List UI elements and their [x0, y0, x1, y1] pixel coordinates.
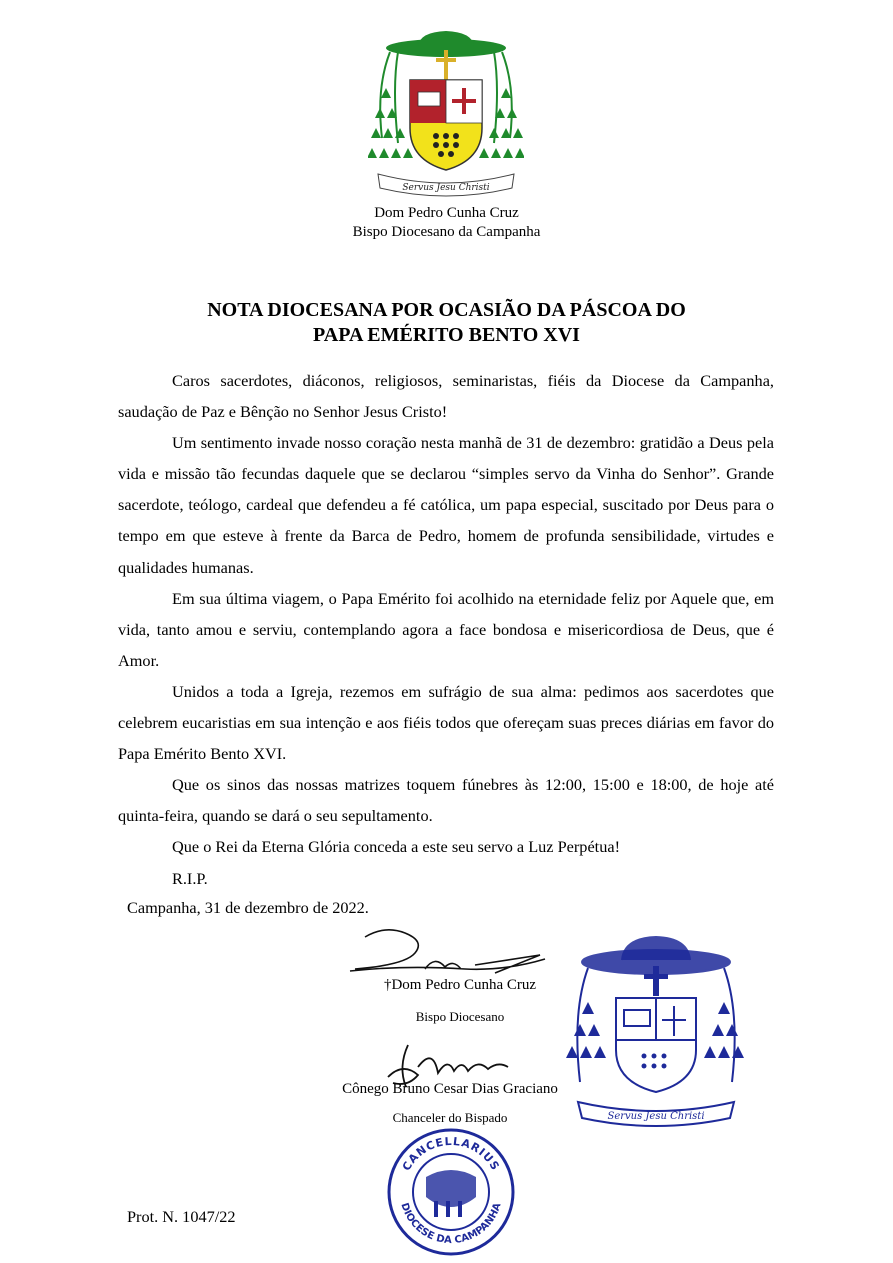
coat-of-arms-logo: [368, 28, 524, 198]
chancellery-round-seal: [386, 1127, 516, 1257]
signatory-2-role: Chanceler do Bispado: [392, 1110, 508, 1125]
bishop-signature: [345, 925, 555, 983]
signatory-1-name: †Dom Pedro Cunha Cruz: [383, 977, 537, 993]
paragraph: Que os sinos das nossas matrizes toquem fúnebres às 12:00, 15:00 e 18:00, de hoje até quinta-feira, quando se dará o seu sepultamento.: [118, 775, 774, 826]
document-title-line-1: NOTA DIOCESANA POR OCASIÃO DA PÁSCOA DO: [207, 299, 686, 321]
stamp-crest-motto: Servus Jesu Christi: [607, 1111, 705, 1122]
paragraph: Que o Rei da Eterna Glória conceda a este seu servo a Luz Perpétua!: [172, 837, 620, 857]
bishop-name: Dom Pedro Cunha Cruz: [374, 205, 519, 221]
svg-text:DIOCESE DA CAMPANHA: [398, 1201, 503, 1246]
paragraph: R.I.P.: [172, 868, 208, 888]
signatory-2-name: Cônego Bruno Cesar Dias Graciano: [342, 1081, 558, 1097]
bishop-crest-stamp: [558, 932, 754, 1134]
document-title-line-2: PAPA EMÉRITO BENTO XVI: [313, 324, 580, 346]
signatory-1-role: Bispo Diocesano: [415, 1009, 505, 1024]
crest-motto: Servus Jesu Christi: [402, 183, 490, 193]
paragraph: Caros sacerdotes, diáconos, religiosos, seminaristas, fiéis da Diocese da Campanha, saudação de Paz e Bênção no Senhor Jesus Cristo!: [118, 371, 774, 422]
protocol-number: Prot. N. 1047/22: [127, 1207, 236, 1226]
paragraph: Um sentimento invade nosso coração nesta manhã de 31 de dezembro: gratidão a Deus pela vida e missão tão fecundas daquele que se declarou “simples servo da Vinha do Senhor”. Grande sacerdote, teólogo, cardeal que defendeu a fé católica, um papa especial, suscitado por Deus para o tempo em que esteve à frente da Barca de Pedro, homem de profunda sensibilidade, virtudes e qualidades humanas.: [118, 433, 774, 577]
bishop-role: Bispo Diocesano da Campanha: [352, 224, 541, 240]
paragraph: Unidos a toda a Igreja, rezemos em sufrágio de sua alma: pedimos aos sacerdotes que celebrem eucaristias em sua intenção e aos fiéis todos que ofereçam suas preces diárias em favor do Papa Emérito Bento XVI.: [118, 681, 774, 764]
place-and-date: Campanha, 31 de dezembro de 2022.: [127, 898, 369, 917]
paragraph: Em sua última viagem, o Papa Emérito foi acolhido na eternidade feliz por Aquele que, em vida, tanto amou e serviu, contemplando agora a face bondosa e misericordiosa de Deus, que é Amor.: [118, 588, 774, 670]
document-body: [118, 365, 774, 894]
seal-bottom-text: DIOCESE DA CAMPANHA: [398, 1201, 504, 1247]
seal-top-text: CANCELLARIUS: [399, 1134, 503, 1174]
